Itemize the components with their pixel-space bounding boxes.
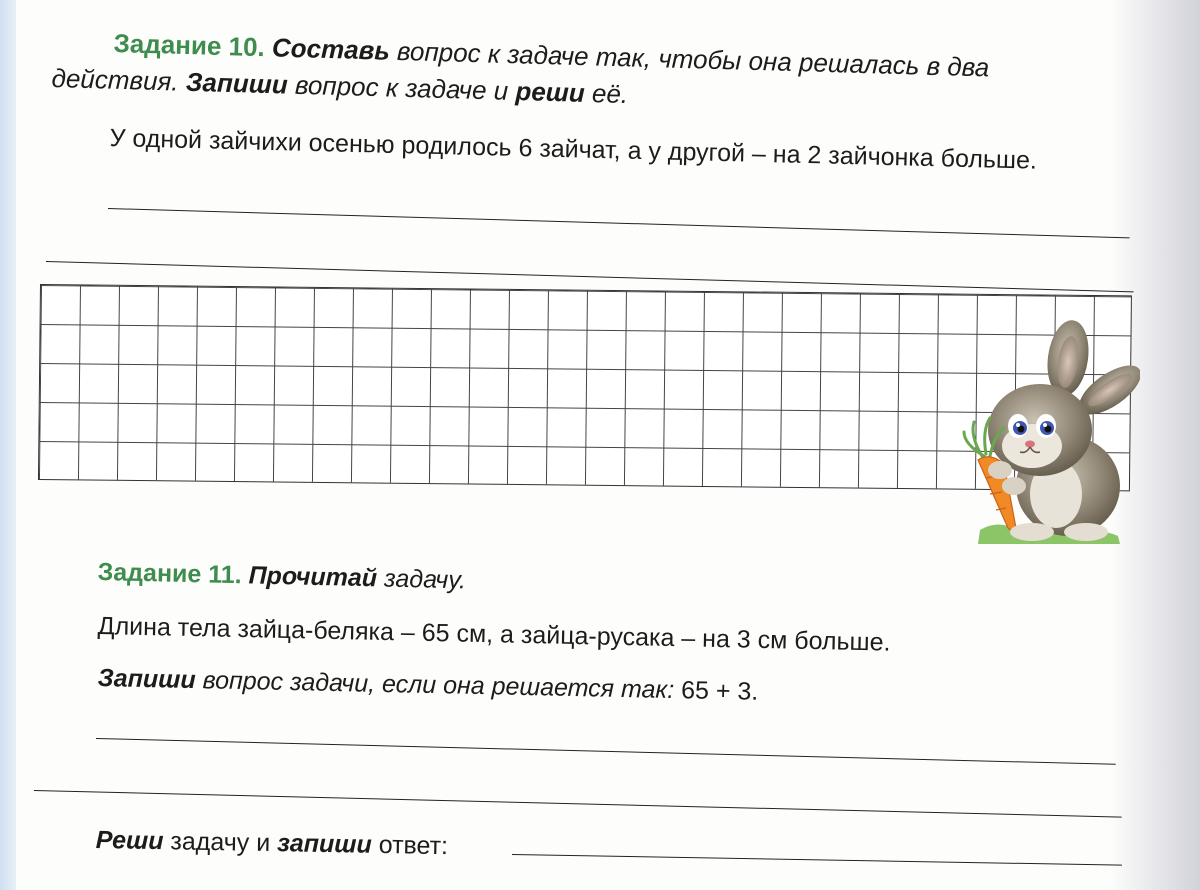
task11-final-answer-line[interactable] xyxy=(512,854,1122,866)
task11-solve-prompt xyxy=(95,826,448,861)
task10-line2-end: её. xyxy=(584,77,629,110)
task11-solve-mid: задачу и xyxy=(163,827,278,858)
task10-verb-write: Запиши xyxy=(185,66,289,100)
task10-verb-compose: Составь xyxy=(271,32,391,66)
task10-problem-text: У одной зайчихи осенью родилось 6 зайчат, а у другой – на 2 зайчонка больше. xyxy=(109,124,1038,175)
task11-heading xyxy=(97,558,466,595)
task11-instruction-text: задачу. xyxy=(376,564,467,595)
task10-line2-mid: вопрос к задаче и xyxy=(287,69,516,106)
task10-line2-start: действия. xyxy=(51,63,187,97)
task10-line1-text: вопрос к задаче так, чтобы она решалась в два xyxy=(389,35,990,83)
task11-write-question xyxy=(97,664,758,707)
task11-write-text: вопрос задачи, если она решается так: xyxy=(195,666,682,705)
task11-verb-read: Прочитай xyxy=(248,561,378,593)
task11-title: Задание 11. xyxy=(97,558,242,590)
task10-verb-solve: реши xyxy=(515,75,586,108)
bunny-with-carrot-icon xyxy=(960,318,1140,550)
task11-verb-solve: Реши xyxy=(95,826,164,856)
task11-verb-write-answer: запиши xyxy=(276,829,373,859)
task10-answer-line-1[interactable] xyxy=(108,208,1130,238)
page-left-edge xyxy=(0,0,16,890)
task11-answer-line-2[interactable] xyxy=(34,790,1122,818)
task11-answer-line-1[interactable] xyxy=(96,738,1116,765)
task11-problem-text: Длина тела зайца-беляка – 65 см, а зайца-русака – на 3 см больше. xyxy=(97,612,891,657)
task10-title: Задание 10. xyxy=(113,28,266,63)
task11-solve-end: ответ: xyxy=(371,830,449,861)
task11-verb-write: Запиши xyxy=(97,664,196,695)
task11-expression: 65 + 3. xyxy=(680,676,759,706)
